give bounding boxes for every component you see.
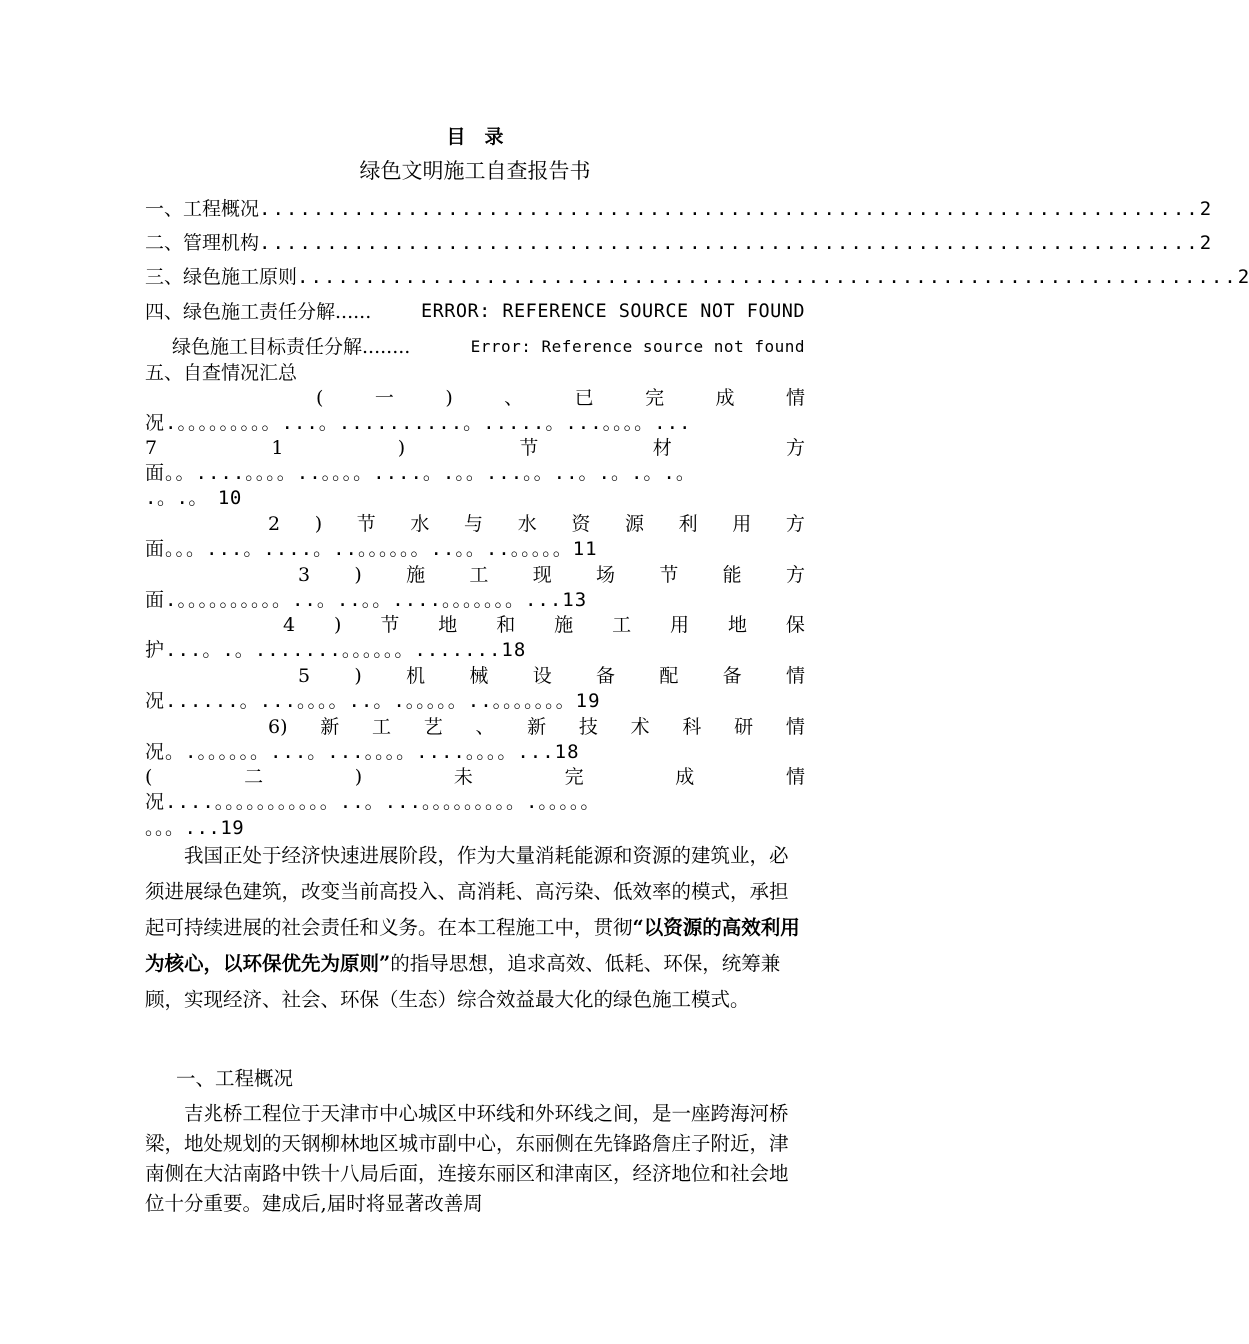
toc-page: ERROR: REFERENCE SOURCE NOT FOUND (420, 301, 805, 322)
toc-page: 2 (1237, 266, 1249, 288)
toc-leader-line: 况。.。。。。。。...。...。。。。....。。。。...18 (145, 741, 580, 763)
toc-subitem-5[interactable]: 5 ) 机 械 设 备 配 备 情 (298, 665, 805, 687)
toc-entry[interactable] (145, 230, 1212, 256)
toc-subitem-3[interactable]: 3 ) 施 工 现 场 节 能 方 (298, 564, 805, 586)
section-body: 吉兆桥工程位于天津市中心城区中环线和外环线之间，是一座跨海河桥梁，地处规划的天钢柳林地区城市副中心，东丽侧在先锋路詹庄子附近，津南侧在大沽南路中铁十八局后面，连接东丽区和津南区，经济地位和社会地位十分重要。建成后,届时将显著改善周 (145, 1102, 789, 1215)
toc-subitem-2[interactable]: 2 ) 节 水 与 水 资 源 利 用 方 (268, 513, 805, 535)
toc-entry[interactable] (145, 196, 1212, 222)
toc-leader: ...................................................................... (297, 266, 1238, 288)
toc-page-line: 。。。...19 (145, 817, 245, 839)
toc-label: 五、自查情况汇总 (145, 362, 298, 384)
toc-leader: ...................................................................... (259, 198, 1200, 220)
toc-leader-line: 况.。。。。。。。。。...。..........。.....。...。。。。... (145, 412, 692, 434)
toc-leader-line: 面。。。...。....。..。。。。。。..。。..。。。。。11 (145, 538, 598, 560)
toc-page: Error: Reference source not found (470, 337, 805, 356)
toc-subheading-undone: ( 二 ) 未 完 成 情 (145, 766, 805, 788)
toc-entry[interactable] (145, 360, 805, 386)
toc-label: 三、绿色施工原则 (145, 266, 298, 288)
toc-label: 绿色施工目标责任分解........ (172, 336, 411, 358)
toc-page: 2 (1199, 198, 1212, 220)
toc-label: 一、工程概况 (145, 198, 260, 220)
toc-leader-line: 况....。。。。。。。。。。。..。...。。。。。。。。。.。。。。。 (145, 791, 601, 813)
document-title: 绿色文明施工自查报告书 (359, 159, 591, 183)
toc-entry[interactable] (145, 264, 1249, 290)
toc-subitem-1[interactable]: 7 1 ) 节 材 方 (145, 437, 805, 459)
toc-leader: ...................................................................... (259, 232, 1200, 254)
toc-subitem-6[interactable]: 6) 新 工 艺 、 新 技 术 科 研 情 (268, 716, 805, 738)
toc-entry[interactable] (172, 334, 805, 360)
toc-leader-line: 面.。。。。。。。。。。..。..。。....。。。。。。。...13 (145, 589, 588, 611)
toc-subitem-4[interactable]: 4 ) 节 地 和 施 工 用 地 保 (283, 614, 805, 636)
toc-page: 2 (1199, 232, 1212, 254)
guiding-principle-emphasis: “以资源的高效利用为核心，以环保优先为原则” (145, 916, 800, 975)
toc-entry[interactable] (145, 299, 805, 325)
section-heading: 一、工程概况 (176, 1067, 294, 1090)
toc-leader-line: 况......。...。。。。..。.。。。。。..。。。。。。。19 (145, 690, 601, 712)
toc-leader-line: 护...。.。.......。。。。。。.......18 (145, 639, 527, 661)
toc-page-line: .。.。 10 (145, 487, 242, 509)
toc-heading: 目 录 (446, 126, 504, 148)
toc-subheading-done: ( 一 ) 、 已 完 成 情 (316, 387, 805, 409)
toc-label: 四、绿色施工责任分解...... (145, 301, 372, 323)
toc-label: 二、管理机构 (145, 232, 260, 254)
toc-leader-line: 面。。....。。。。..。。。。....。.。。...。。..。.。.。.。 (145, 462, 696, 484)
intro-paragraph: 我国正处于经济快速进展阶段，作为大量消耗能源和资源的建筑业，必须进展绿色建筑，改变当前高投入、高消耗、高污染、低效率的模式，承担起可持续进展的社会责任和义务。在本工程施工中，贯彻“以资源的高效利用为核心，以环保优先为原则”的指导思想，追求高效、低耗、环保，统筹兼顾，实现经济、社会、环保（生态）综合效益最大化的绿色施工模式。 (145, 844, 800, 1011)
